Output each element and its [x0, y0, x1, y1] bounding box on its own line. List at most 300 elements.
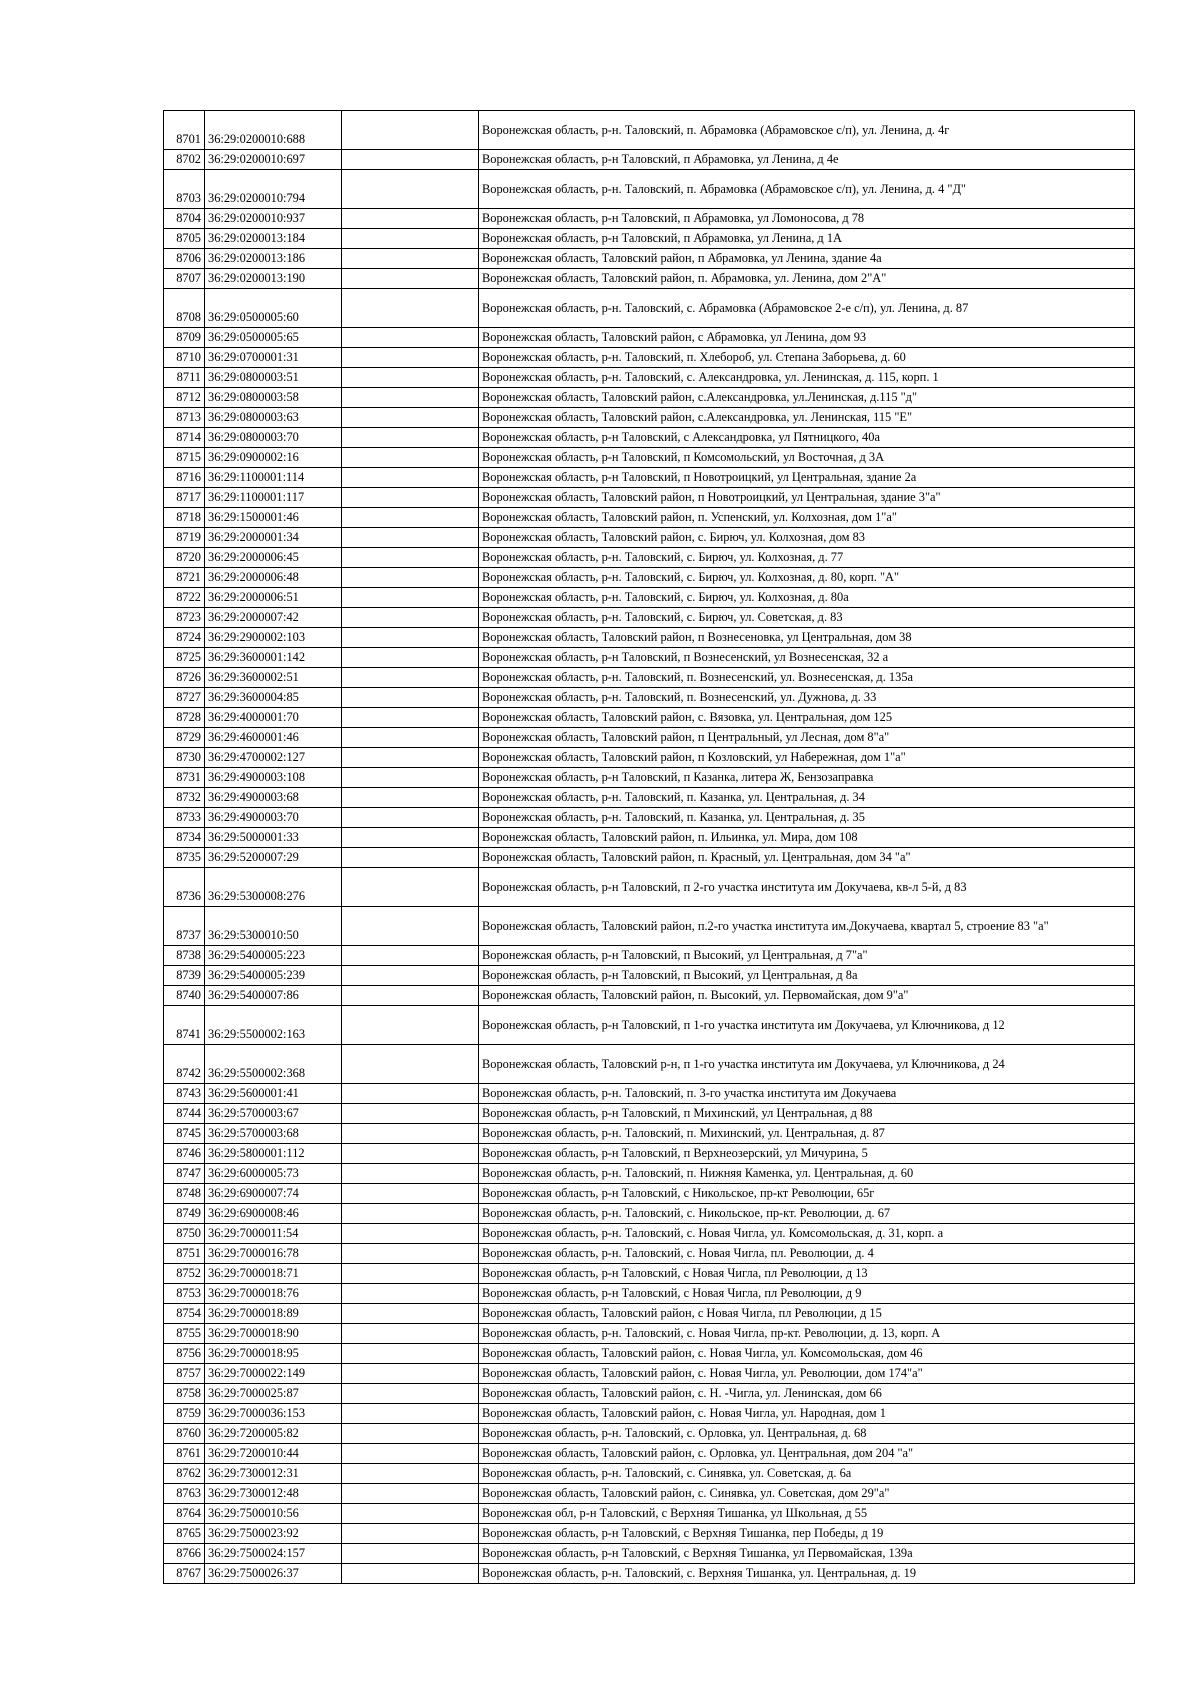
- address-cell: Воронежская область, Таловский район, п Вознесеновка, ул Центральная, дом 38: [479, 628, 1135, 648]
- empty-cell: [342, 150, 479, 170]
- empty-cell: [342, 328, 479, 348]
- empty-cell: [342, 966, 479, 986]
- empty-cell: [342, 1544, 479, 1564]
- table-row: [164, 468, 1135, 488]
- row-number-cell: 8701: [164, 111, 205, 150]
- empty-cell: [342, 111, 479, 150]
- row-number-cell: 8716: [164, 468, 205, 488]
- cadastral-number-cell: 36:29:7300012:31: [205, 1464, 342, 1484]
- empty-cell: [342, 1264, 479, 1284]
- address-cell: Воронежская область, Таловский район, с Абрамовка, ул Ленина, дом 93: [479, 328, 1135, 348]
- empty-cell: [342, 448, 479, 468]
- table-row: [164, 1144, 1135, 1164]
- empty-cell: [342, 1184, 479, 1204]
- cadastral-number-cell: 36:29:0200013:186: [205, 249, 342, 269]
- empty-cell: [342, 1424, 479, 1444]
- empty-cell: [342, 608, 479, 628]
- empty-cell: [342, 1284, 479, 1304]
- table-row: [164, 150, 1135, 170]
- empty-cell: [342, 1524, 479, 1544]
- row-number-cell: 8725: [164, 648, 205, 668]
- row-number-cell: 8747: [164, 1164, 205, 1184]
- address-cell: Воронежская область, Таловский район, п Абрамовка, ул Ленина, здание 4а: [479, 249, 1135, 269]
- table-row: [164, 1444, 1135, 1464]
- row-number-cell: 8741: [164, 1006, 205, 1045]
- cadastral-number-cell: 36:29:7000018:89: [205, 1304, 342, 1324]
- address-cell: Воронежская область, р-н. Таловский, с. Орловка, ул. Центральная, д. 68: [479, 1424, 1135, 1444]
- row-number-cell: 8717: [164, 488, 205, 508]
- address-cell: Воронежская область, Таловский район, п. Успенский, ул. Колхозная, дом 1"а": [479, 508, 1135, 528]
- address-cell: Воронежская область, р-н. Таловский, с. Верхняя Тишанка, ул. Центральная, д. 19: [479, 1564, 1135, 1584]
- cadastral-number-cell: 36:29:0800003:63: [205, 408, 342, 428]
- table-row: [164, 548, 1135, 568]
- table-row: [164, 448, 1135, 468]
- address-cell: Воронежская область, р-н Таловский, п Новотроицкий, ул Центральная, здание 2а: [479, 468, 1135, 488]
- address-cell: Воронежская область, р-н. Таловский, с. Новая Чигла, пл. Революции, д. 4: [479, 1244, 1135, 1264]
- cadastral-number-cell: 36:29:2900002:103: [205, 628, 342, 648]
- address-cell: Воронежская область, р-н Таловский, п Вознесенский, ул Вознесенская, 32 а: [479, 648, 1135, 668]
- table-row: [164, 408, 1135, 428]
- table-row: [164, 808, 1135, 828]
- row-number-cell: 8705: [164, 229, 205, 249]
- row-number-cell: 8707: [164, 269, 205, 289]
- address-cell: Воронежская область, Таловский район, с. Новая Чигла, ул. Народная, дом 1: [479, 1404, 1135, 1424]
- address-cell: Воронежская область, Таловский район, с.Александровка, ул. Ленинская, 115 "Е": [479, 408, 1135, 428]
- row-number-cell: 8764: [164, 1504, 205, 1524]
- empty-cell: [342, 468, 479, 488]
- address-cell: Воронежская область, р-н. Таловский, с. Бирюч, ул. Колхозная, д. 77: [479, 548, 1135, 568]
- table-row: [164, 1264, 1135, 1284]
- table-row: [164, 648, 1135, 668]
- row-number-cell: 8762: [164, 1464, 205, 1484]
- cadastral-number-cell: 36:29:7500023:92: [205, 1524, 342, 1544]
- cadastral-number-cell: 36:29:7500026:37: [205, 1564, 342, 1584]
- cadastral-number-cell: 36:29:5300010:50: [205, 907, 342, 946]
- empty-cell: [342, 249, 479, 269]
- address-cell: Воронежская область, р-н Таловский, с Верхняя Тишанка, ул Первомайская, 139а: [479, 1544, 1135, 1564]
- row-number-cell: 8733: [164, 808, 205, 828]
- table-row: [164, 868, 1135, 907]
- row-number-cell: 8754: [164, 1304, 205, 1324]
- cadastral-number-cell: 36:29:3600004:85: [205, 688, 342, 708]
- cadastral-number-cell: 36:29:2000006:51: [205, 588, 342, 608]
- address-cell: Воронежская область, р-н Таловский, п Абрамовка, ул Ломоносова, д 78: [479, 209, 1135, 229]
- row-number-cell: 8722: [164, 588, 205, 608]
- address-cell: Воронежская область, р-н Таловский, п Абрамовка, ул Ленина, д 4е: [479, 150, 1135, 170]
- row-number-cell: 8729: [164, 728, 205, 748]
- cadastral-number-cell: 36:29:5800001:112: [205, 1144, 342, 1164]
- cadastral-number-cell: 36:29:3600002:51: [205, 668, 342, 688]
- row-number-cell: 8702: [164, 150, 205, 170]
- empty-cell: [342, 170, 479, 209]
- empty-cell: [342, 628, 479, 648]
- empty-cell: [342, 668, 479, 688]
- address-cell: Воронежская область, Таловский район, п Центральный, ул Лесная, дом 8"а": [479, 728, 1135, 748]
- table-row: [164, 1124, 1135, 1144]
- cadastral-number-cell: 36:29:7000018:76: [205, 1284, 342, 1304]
- address-cell: Воронежская область, Таловский район, п.2-го участка института им.Докучаева, квартал 5, строение 83 "а": [479, 907, 1135, 946]
- table-row: [164, 1404, 1135, 1424]
- table-row: [164, 209, 1135, 229]
- cadastral-number-cell: 36:29:0200010:937: [205, 209, 342, 229]
- table-row: [164, 428, 1135, 448]
- cadastral-number-cell: 36:29:4600001:46: [205, 728, 342, 748]
- empty-cell: [342, 828, 479, 848]
- address-cell: Воронежская обл, р-н Таловский, с Верхняя Тишанка, ул Школьная, д 55: [479, 1504, 1135, 1524]
- table-row: [164, 1045, 1135, 1084]
- cadastral-number-cell: 36:29:5000001:33: [205, 828, 342, 848]
- address-cell: Воронежская область, р-н Таловский, с Никольское, пр-кт Революции, 65г: [479, 1184, 1135, 1204]
- empty-cell: [342, 1484, 479, 1504]
- address-cell: Воронежская область, Таловский район, п. Абрамовка, ул. Ленина, дом 2"А": [479, 269, 1135, 289]
- address-cell: Воронежская область, Таловский район, п Козловский, ул Набережная, дом 1"а": [479, 748, 1135, 768]
- empty-cell: [342, 1364, 479, 1384]
- cadastral-number-cell: 36:29:0200010:688: [205, 111, 342, 150]
- row-number-cell: 8761: [164, 1444, 205, 1464]
- cadastral-number-cell: 36:29:6900008:46: [205, 1204, 342, 1224]
- cadastral-number-cell: 36:29:0200013:190: [205, 269, 342, 289]
- address-cell: Воронежская область, Таловский р-н, п 1-го участка института им Докучаева, ул Ключникова, д 24: [479, 1045, 1135, 1084]
- table-row: [164, 946, 1135, 966]
- address-cell: Воронежская область, р-н Таловский, п Верхнеозерский, ул Мичурина, 5: [479, 1144, 1135, 1164]
- row-number-cell: 8713: [164, 408, 205, 428]
- row-number-cell: 8724: [164, 628, 205, 648]
- cadastral-number-cell: 36:29:0700001:31: [205, 348, 342, 368]
- empty-cell: [342, 1404, 479, 1424]
- cadastral-number-cell: 36:29:2000007:42: [205, 608, 342, 628]
- cadastral-number-cell: 36:29:1100001:114: [205, 468, 342, 488]
- row-number-cell: 8759: [164, 1404, 205, 1424]
- cadastral-number-cell: 36:29:0800003:58: [205, 388, 342, 408]
- empty-cell: [342, 488, 479, 508]
- table-row: [164, 1384, 1135, 1404]
- cadastral-number-cell: 36:29:5400005:239: [205, 966, 342, 986]
- table-row: [164, 907, 1135, 946]
- row-number-cell: 8743: [164, 1084, 205, 1104]
- address-cell: Воронежская область, р-н. Таловский, п. 3-го участка института им Докучаева: [479, 1084, 1135, 1104]
- table-row: [164, 388, 1135, 408]
- cadastral-number-cell: 36:29:7300012:48: [205, 1484, 342, 1504]
- row-number-cell: 8719: [164, 528, 205, 548]
- cadastral-number-cell: 36:29:5300008:276: [205, 868, 342, 907]
- cadastral-number-cell: 36:29:7000016:78: [205, 1244, 342, 1264]
- address-cell: Воронежская область, р-н. Таловский, п. Абрамовка (Абрамовское с/п), ул. Ленина, д. 4г: [479, 111, 1135, 150]
- table-row: [164, 788, 1135, 808]
- table-row: [164, 588, 1135, 608]
- empty-cell: [342, 1006, 479, 1045]
- address-cell: Воронежская область, р-н. Таловский, с. Бирюч, ул. Советская, д. 83: [479, 608, 1135, 628]
- table-row: [164, 1244, 1135, 1264]
- table-row: [164, 229, 1135, 249]
- row-number-cell: 8737: [164, 907, 205, 946]
- address-cell: Воронежская область, р-н. Таловский, п. Вознесенский, ул. Дужнова, д. 33: [479, 688, 1135, 708]
- row-number-cell: 8718: [164, 508, 205, 528]
- table-row: [164, 1006, 1135, 1045]
- address-cell: Воронежская область, р-н Таловский, п 1-го участка института им Докучаева, ул Ключникова, д 12: [479, 1006, 1135, 1045]
- address-cell: Воронежская область, Таловский район, с. Н. -Чигла, ул. Ленинская, дом 66: [479, 1384, 1135, 1404]
- row-number-cell: 8710: [164, 348, 205, 368]
- table-row: [164, 768, 1135, 788]
- row-number-cell: 8750: [164, 1224, 205, 1244]
- address-cell: Воронежская область, Таловский район, с. Бирюч, ул. Колхозная, дом 83: [479, 528, 1135, 548]
- address-cell: Воронежская область, р-н. Таловский, с. Абрамовка (Абрамовское 2-е с/п), ул. Ленина, д. 87: [479, 289, 1135, 328]
- address-cell: Воронежская область, р-н Таловский, п 2-го участка института им Докучаева, кв-л 5-й, д 83: [479, 868, 1135, 907]
- row-number-cell: 8728: [164, 708, 205, 728]
- cadastral-number-cell: 36:29:7200005:82: [205, 1424, 342, 1444]
- address-cell: Воронежская область, р-н. Таловский, п. Казанка, ул. Центральная, д. 35: [479, 808, 1135, 828]
- table-row: [164, 1424, 1135, 1444]
- address-cell: Воронежская область, Таловский район, с. Новая Чигла, ул. Революции, дом 174"а": [479, 1364, 1135, 1384]
- address-cell: Воронежская область, Таловский район, с. Новая Чигла, ул. Комсомольская, дом 46: [479, 1344, 1135, 1364]
- empty-cell: [342, 568, 479, 588]
- registry-table: [163, 110, 1135, 1584]
- empty-cell: [342, 1504, 479, 1524]
- row-number-cell: 8749: [164, 1204, 205, 1224]
- empty-cell: [342, 508, 479, 528]
- table-row: [164, 348, 1135, 368]
- table-row: [164, 608, 1135, 628]
- row-number-cell: 8721: [164, 568, 205, 588]
- table-row: [164, 668, 1135, 688]
- cadastral-number-cell: 36:29:5600001:41: [205, 1084, 342, 1104]
- row-number-cell: 8714: [164, 428, 205, 448]
- cadastral-number-cell: 36:29:5200007:29: [205, 848, 342, 868]
- cadastral-number-cell: 36:29:2000006:45: [205, 548, 342, 568]
- empty-cell: [342, 269, 479, 289]
- table-row: [164, 269, 1135, 289]
- empty-cell: [342, 588, 479, 608]
- empty-cell: [342, 1224, 479, 1244]
- cadastral-number-cell: 36:29:4700002:127: [205, 748, 342, 768]
- empty-cell: [342, 848, 479, 868]
- table-row: [164, 1504, 1135, 1524]
- row-number-cell: 8738: [164, 946, 205, 966]
- cadastral-number-cell: 36:29:7000036:153: [205, 1404, 342, 1424]
- table-row: [164, 1464, 1135, 1484]
- cadastral-number-cell: 36:29:5400007:86: [205, 986, 342, 1006]
- row-number-cell: 8703: [164, 170, 205, 209]
- registry-table-body: [164, 111, 1135, 1584]
- row-number-cell: 8709: [164, 328, 205, 348]
- cadastral-number-cell: 36:29:7200010:44: [205, 1444, 342, 1464]
- address-cell: Воронежская область, Таловский район, с. Вязовка, ул. Центральная, дом 125: [479, 708, 1135, 728]
- empty-cell: [342, 708, 479, 728]
- cadastral-number-cell: 36:29:1500001:46: [205, 508, 342, 528]
- empty-cell: [342, 229, 479, 249]
- row-number-cell: 8751: [164, 1244, 205, 1264]
- table-row: [164, 986, 1135, 1006]
- empty-cell: [342, 748, 479, 768]
- row-number-cell: 8739: [164, 966, 205, 986]
- cadastral-number-cell: 36:29:0200013:184: [205, 229, 342, 249]
- address-cell: Воронежская область, Таловский район, с Новая Чигла, пл Революции, д 15: [479, 1304, 1135, 1324]
- table-row: [164, 1084, 1135, 1104]
- table-row: [164, 1204, 1135, 1224]
- address-cell: Воронежская область, Таловский район, п. Ильинка, ул. Мира, дом 108: [479, 828, 1135, 848]
- row-number-cell: 8736: [164, 868, 205, 907]
- row-number-cell: 8758: [164, 1384, 205, 1404]
- row-number-cell: 8755: [164, 1324, 205, 1344]
- empty-cell: [342, 808, 479, 828]
- empty-cell: [342, 768, 479, 788]
- cadastral-number-cell: 36:29:4000001:70: [205, 708, 342, 728]
- table-row: [164, 249, 1135, 269]
- row-number-cell: 8731: [164, 768, 205, 788]
- table-row: [164, 1164, 1135, 1184]
- address-cell: Воронежская область, р-н. Таловский, с. Александровка, ул. Ленинская, д. 115, корп. 1: [479, 368, 1135, 388]
- row-number-cell: 8746: [164, 1144, 205, 1164]
- table-row: [164, 289, 1135, 328]
- address-cell: Воронежская область, р-н. Таловский, с. Новая Чигла, пр-кт. Революции, д. 13, корп. А: [479, 1324, 1135, 1344]
- table-row: [164, 1484, 1135, 1504]
- address-cell: Воронежская область, Таловский район, с. Орловка, ул. Центральная, дом 204 "а": [479, 1444, 1135, 1464]
- cadastral-number-cell: 36:29:7000011:54: [205, 1224, 342, 1244]
- table-row: [164, 488, 1135, 508]
- address-cell: Воронежская область, р-н Таловский, п Абрамовка, ул Ленина, д 1А: [479, 229, 1135, 249]
- cadastral-number-cell: 36:29:5400005:223: [205, 946, 342, 966]
- row-number-cell: 8767: [164, 1564, 205, 1584]
- empty-cell: [342, 1164, 479, 1184]
- address-cell: Воронежская область, р-н Таловский, с Александровка, ул Пятницкого, 40а: [479, 428, 1135, 448]
- row-number-cell: 8711: [164, 368, 205, 388]
- cadastral-number-cell: 36:29:7000018:71: [205, 1264, 342, 1284]
- cadastral-number-cell: 36:29:0500005:60: [205, 289, 342, 328]
- row-number-cell: 8756: [164, 1344, 205, 1364]
- table-row: [164, 628, 1135, 648]
- table-row: [164, 1104, 1135, 1124]
- row-number-cell: 8753: [164, 1284, 205, 1304]
- empty-cell: [342, 388, 479, 408]
- address-cell: Воронежская область, р-н Таловский, п Высокий, ул Центральная, д 7"а": [479, 946, 1135, 966]
- cadastral-number-cell: 36:29:0200010:697: [205, 150, 342, 170]
- address-cell: Воронежская область, р-н Таловский, с Новая Чигла, пл Революции, д 9: [479, 1284, 1135, 1304]
- address-cell: Воронежская область, р-н. Таловский, п. Михинский, ул. Центральная, д. 87: [479, 1124, 1135, 1144]
- address-cell: Воронежская область, р-н. Таловский, с. Новая Чигла, ул. Комсомольская, д. 31, корп. а: [479, 1224, 1135, 1244]
- address-cell: Воронежская область, р-н Таловский, п Комсомольский, ул Восточная, д 3А: [479, 448, 1135, 468]
- empty-cell: [342, 1564, 479, 1584]
- row-number-cell: 8720: [164, 548, 205, 568]
- table-row: [164, 568, 1135, 588]
- empty-cell: [342, 1384, 479, 1404]
- empty-cell: [342, 209, 479, 229]
- table-row: [164, 528, 1135, 548]
- row-number-cell: 8766: [164, 1544, 205, 1564]
- cadastral-number-cell: 36:29:2000006:48: [205, 568, 342, 588]
- address-cell: Воронежская область, р-н Таловский, п Михинский, ул Центральная, д 88: [479, 1104, 1135, 1124]
- table-row: [164, 111, 1135, 150]
- row-number-cell: 8757: [164, 1364, 205, 1384]
- cadastral-number-cell: 36:29:7500024:157: [205, 1544, 342, 1564]
- row-number-cell: 8704: [164, 209, 205, 229]
- empty-cell: [342, 986, 479, 1006]
- row-number-cell: 8732: [164, 788, 205, 808]
- empty-cell: [342, 1104, 479, 1124]
- empty-cell: [342, 348, 479, 368]
- table-row: [164, 1304, 1135, 1324]
- address-cell: Воронежская область, р-н. Таловский, с. Бирюч, ул. Колхозная, д. 80, корп. "А": [479, 568, 1135, 588]
- empty-cell: [342, 1304, 479, 1324]
- empty-cell: [342, 1244, 479, 1264]
- cadastral-number-cell: 36:29:2000001:34: [205, 528, 342, 548]
- address-cell: Воронежская область, р-н. Таловский, п. Вознесенский, ул. Вознесенская, д. 135а: [479, 668, 1135, 688]
- address-cell: Воронежская область, р-н Таловский, п Казанка, литера Ж, Бензозаправка: [479, 768, 1135, 788]
- address-cell: Воронежская область, р-н. Таловский, п. Казанка, ул. Центральная, д. 34: [479, 788, 1135, 808]
- table-row: [164, 508, 1135, 528]
- cadastral-number-cell: 36:29:7000018:95: [205, 1344, 342, 1364]
- row-number-cell: 8740: [164, 986, 205, 1006]
- cadastral-number-cell: 36:29:7500010:56: [205, 1504, 342, 1524]
- empty-cell: [342, 368, 479, 388]
- table-row: [164, 688, 1135, 708]
- row-number-cell: 8735: [164, 848, 205, 868]
- cadastral-number-cell: 36:29:4900003:108: [205, 768, 342, 788]
- row-number-cell: 8712: [164, 388, 205, 408]
- empty-cell: [342, 728, 479, 748]
- cadastral-number-cell: 36:29:7000022:149: [205, 1364, 342, 1384]
- row-number-cell: 8708: [164, 289, 205, 328]
- empty-cell: [342, 289, 479, 328]
- cadastral-number-cell: 36:29:3600001:142: [205, 648, 342, 668]
- table-row: [164, 1524, 1135, 1544]
- cadastral-number-cell: 36:29:5500002:368: [205, 1045, 342, 1084]
- cadastral-number-cell: 36:29:5500002:163: [205, 1006, 342, 1045]
- empty-cell: [342, 528, 479, 548]
- table-row: [164, 1324, 1135, 1344]
- address-cell: Воронежская область, р-н Таловский, с Новая Чигла, пл Революции, д 13: [479, 1264, 1135, 1284]
- address-cell: Воронежская область, Таловский район, с.Александровка, ул.Ленинская, д.115 "д": [479, 388, 1135, 408]
- cadastral-number-cell: 36:29:0800003:70: [205, 428, 342, 448]
- row-number-cell: 8752: [164, 1264, 205, 1284]
- address-cell: Воронежская область, Таловский район, с. Синявка, ул. Советская, дом 29"а": [479, 1484, 1135, 1504]
- address-cell: Воронежская область, р-н. Таловский, п. Нижняя Каменка, ул. Центральная, д. 60: [479, 1164, 1135, 1184]
- cadastral-number-cell: 36:29:6000005:73: [205, 1164, 342, 1184]
- cadastral-number-cell: 36:29:1100001:117: [205, 488, 342, 508]
- empty-cell: [342, 868, 479, 907]
- table-row: [164, 368, 1135, 388]
- address-cell: Воронежская область, р-н. Таловский, с. Бирюч, ул. Колхозная, д. 80а: [479, 588, 1135, 608]
- row-number-cell: 8760: [164, 1424, 205, 1444]
- table-row: [164, 1544, 1135, 1564]
- cadastral-number-cell: 36:29:4900003:70: [205, 808, 342, 828]
- row-number-cell: 8765: [164, 1524, 205, 1544]
- table-row: [164, 1284, 1135, 1304]
- address-cell: Воронежская область, р-н. Таловский, п. Абрамовка (Абрамовское с/п), ул. Ленина, д. 4 "Д": [479, 170, 1135, 209]
- table-row: [164, 1344, 1135, 1364]
- address-cell: Воронежская область, р-н. Таловский, с. Синявка, ул. Советская, д. 6а: [479, 1464, 1135, 1484]
- table-row: [164, 1224, 1135, 1244]
- empty-cell: [342, 1045, 479, 1084]
- cadastral-number-cell: 36:29:0800003:51: [205, 368, 342, 388]
- cadastral-number-cell: 36:29:6900007:74: [205, 1184, 342, 1204]
- cadastral-number-cell: 36:29:5700003:68: [205, 1124, 342, 1144]
- empty-cell: [342, 1204, 479, 1224]
- cadastral-number-cell: 36:29:7000025:87: [205, 1384, 342, 1404]
- empty-cell: [342, 1444, 479, 1464]
- address-cell: Воронежская область, р-н Таловский, с Верхняя Тишанка, пер Победы, д 19: [479, 1524, 1135, 1544]
- table-row: [164, 1564, 1135, 1584]
- empty-cell: [342, 788, 479, 808]
- row-number-cell: 8763: [164, 1484, 205, 1504]
- empty-cell: [342, 648, 479, 668]
- row-number-cell: 8723: [164, 608, 205, 628]
- table-row: [164, 170, 1135, 209]
- empty-cell: [342, 428, 479, 448]
- empty-cell: [342, 1464, 479, 1484]
- row-number-cell: 8727: [164, 688, 205, 708]
- table-row: [164, 708, 1135, 728]
- row-number-cell: 8742: [164, 1045, 205, 1084]
- empty-cell: [342, 1124, 479, 1144]
